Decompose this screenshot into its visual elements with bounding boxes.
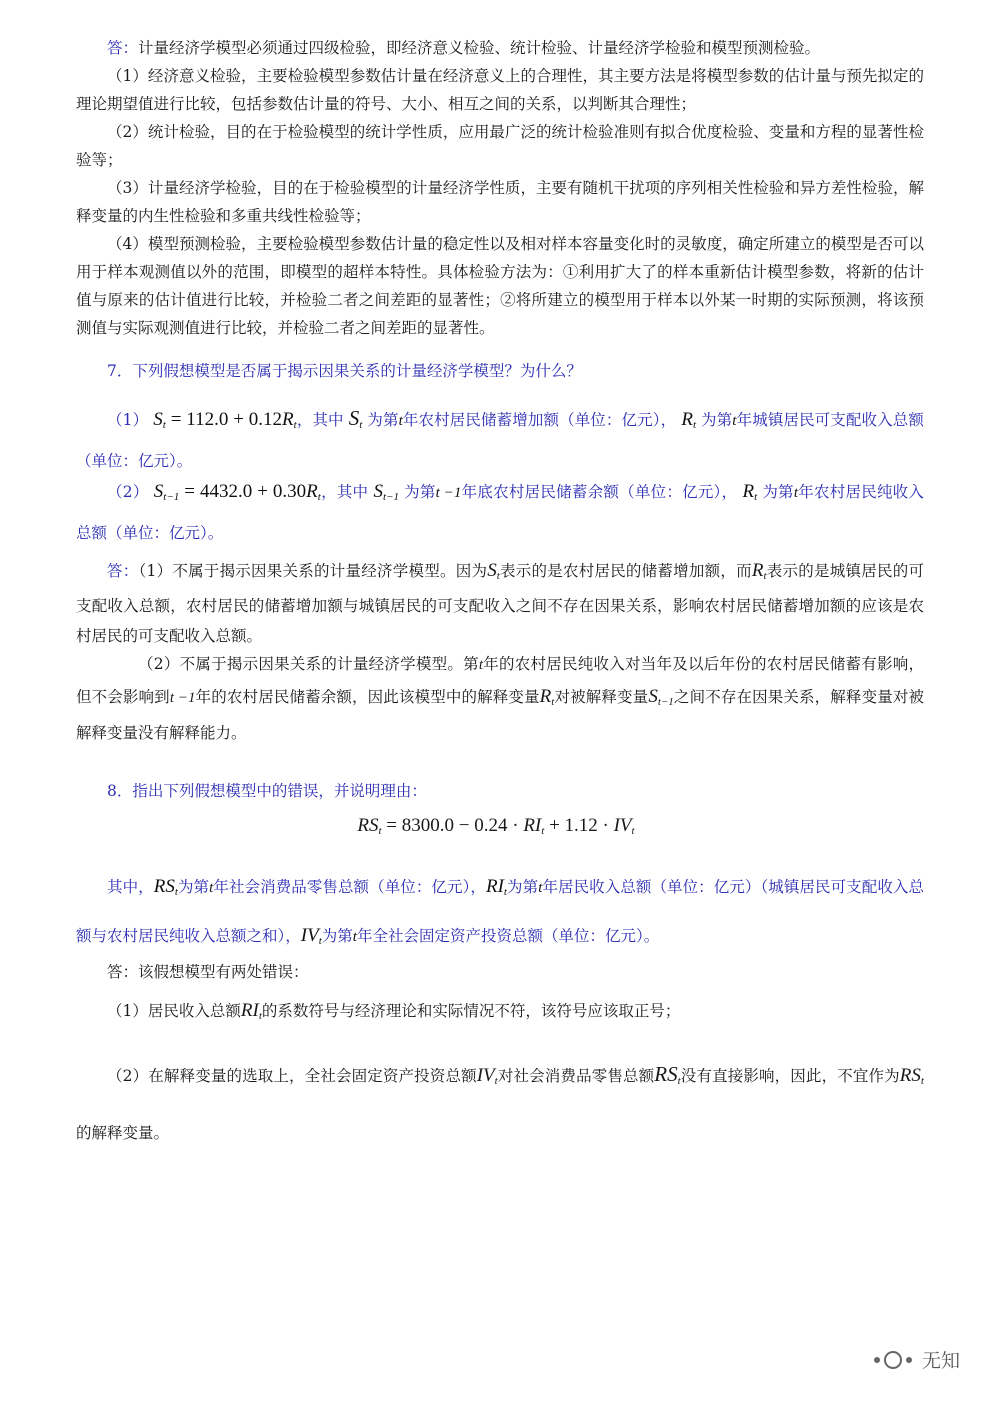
q7-answer-1: 答：（1）不属于揭示因果关系的计量经济学模型。因为$S_t$表示的是农村居民的储蓄增加额，而$R_t$表示的是城镇居民的可支配收入总额，农村居民的储蓄增加额与城镇居民的可支配收入之间不存在因果关系，影响农村居民储蓄增加额的应该是农村居民的可支配收入总额。 — [76, 560, 924, 645]
q8-answer-intro: 答：该假想模型有两处错误： — [107, 963, 309, 981]
q6-answer-item-4: （4）模型预测检验，主要检验模型参数估计量的稳定性以及相对样本容量变化时的灵敏度，确定所建立的模型是否可以用于样本观测值以外的范围，即模型的超样本特性。具体检验方法为：①利用扩大了的样本重新估计模型参数，将新的估计值与原来的估计值进行比较，并检验二者之间差距的显著性；②将所建立的模型用于样本以外某一时期的实际预测，将该预测值与实际观测值进行比较，并检验二者之间差距的显著性。 — [76, 235, 924, 337]
q8-answer-1: （1）居民收入总额$RI_t$的系数符号与经济理论和实际情况不符，该符号应该取正号； — [107, 1000, 681, 1022]
account-watermark — [874, 1346, 960, 1373]
q7-model-2: （2） $S_{t-1} = 4432.0 + 0.30R_t$，其中 $S_{t-1}$ 为第t −1年底农村居民储蓄余额（单位：亿元）， $R_t$ 为第t年农村居民纯收入总额（单位：亿元）。 — [76, 481, 924, 542]
account-name: 无知 — [921, 1350, 960, 1372]
q6-answer-block — [76, 34, 924, 342]
q8-variable-definitions: 其中，$RS_t$为第t年社会消费品零售总额（单位：亿元），$RI_t$为第t年居民收入总额（单位：亿元）（城镇居民可支配收入总额与农村居民纯收入总额之和），$IV_t$为第t年全社会固定资产投资总额（单位：亿元）。 — [76, 876, 924, 947]
q7-model-1: （1） $S_t = 112.0 + 0.12R_t$，其中 $S_t$ 为第t年农村居民储蓄增加额（单位：亿元）， $R_t$ 为第t年城镇居民可支配收入总额（单位：亿元）。 — [76, 406, 924, 470]
q8-answer-2: （2）在解释变量的选取上，全社会固定资产投资总额$IV_t$对社会消费品零售总额$RS_t$没有直接影响，因此，不宜作为$RS_t$的解释变量。 — [76, 1062, 924, 1142]
wechat-logo-icon — [874, 1351, 912, 1369]
q7-question: 7．下列假想模型是否属于揭示因果关系的计量经济学模型？为什么？ — [107, 362, 582, 380]
q8-equation: $RS_t = 8300.0 - 0.24 \cdot RI_t + 1.12 \cdot IV_t$ — [357, 815, 635, 837]
q8-question: 8．指出下列假想模型中的错误，并说明理由： — [107, 782, 427, 800]
q6-answer-item-2: （2）统计检验，目的在于检验模型的统计学性质，应用最广泛的统计检验准则有拟合优度检验、变量和方程的显著性检验等； — [76, 123, 924, 169]
q6-answer-item-1: （1）经济意义检验，主要检验模型参数估计量在经济意义上的合理性，其主要方法是将模型参数的估计量与预先拟定的理论期望值进行比较，包括参数估计量的符号、大小、相互之间的关系，以判断其合理性； — [76, 67, 924, 113]
q7-answer-2: （2）不属于揭示因果关系的计量经济学模型。第t年的农村居民纯收入对当年及以后年份的农村居民储蓄有影响，但不会影响到t −1年的农村居民储蓄余额，因此该模型中的解释变量$R_t$对被解释变量$S_{t-1}$之间不存在因果关系，解释变量对被解释变量没有解释能力。 — [76, 655, 924, 742]
eq1-lhs: $S_t$ — [153, 409, 166, 431]
q6-answer-item-3: （3）计量经济学检验，目的在于检验模型的计量经济学性质，主要有随机干扰项的序列相关性检验和异方差性检验，解释变量的内生性检验和多重共线性检验等； — [76, 179, 924, 225]
q6-answer-intro: 答：计量经济学模型必须通过四级检验，即经济意义检验、统计检验、计量经济学检验和模型预测检验。 — [107, 39, 821, 57]
